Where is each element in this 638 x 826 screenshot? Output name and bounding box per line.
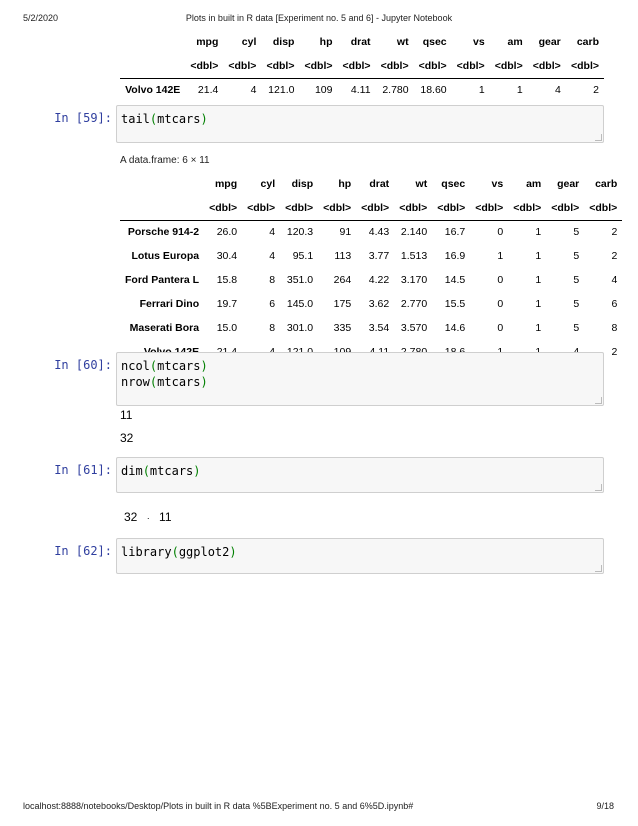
row-name: Maserati Bora xyxy=(129,322,200,334)
code-close-paren: ) xyxy=(200,375,208,389)
column-header: am xyxy=(526,178,542,190)
table-cell: 2 xyxy=(593,84,599,97)
column-type: <dbl> xyxy=(356,196,394,220)
dataframe-caption: A data.frame: 6 × 11 xyxy=(120,155,210,166)
code-open-paren: ( xyxy=(149,375,158,389)
table-cell: 15.8 xyxy=(216,274,238,286)
table-cell: 6 xyxy=(269,298,276,310)
table-cell: 91 xyxy=(339,226,352,239)
column-header: vs xyxy=(491,178,504,190)
column-header: cyl xyxy=(241,36,257,48)
table-header-row xyxy=(120,172,622,196)
cell-prompt-59: In [59]: xyxy=(54,111,112,125)
row-name: Porsche 914-2 xyxy=(127,226,200,239)
table-cell: 0 xyxy=(497,322,504,334)
table-cell: 5 xyxy=(573,322,580,334)
table-cell: 4 xyxy=(250,84,257,97)
column-header: qsec xyxy=(441,178,466,190)
column-header: wt xyxy=(396,36,409,48)
column-header: hp xyxy=(338,178,352,190)
row-name: Ferrari Dino xyxy=(139,298,200,310)
code-close-paren: ) xyxy=(200,112,208,126)
column-header: wt xyxy=(415,178,428,190)
row-name: Volvo 142E xyxy=(125,84,181,97)
table-cell: 3.170 xyxy=(400,274,428,286)
table-cell: 1 xyxy=(535,226,542,239)
code-line xyxy=(121,374,599,390)
column-header: disp xyxy=(272,36,295,48)
column-header: carb xyxy=(576,36,599,48)
table-cell: 3.54 xyxy=(368,322,390,334)
table-cell: 121.0 xyxy=(268,84,295,97)
table-cell: 15.5 xyxy=(444,298,466,310)
column-header: qsec xyxy=(422,36,447,48)
column-type: <dbl> xyxy=(185,54,223,78)
resize-grip-icon xyxy=(595,134,602,141)
list-item: 11 xyxy=(159,510,172,524)
code-open-paren: ( xyxy=(171,545,179,559)
column-type: <dbl> xyxy=(394,196,432,220)
column-header: gear xyxy=(557,178,580,190)
table-cell: 16.7 xyxy=(444,226,466,239)
print-page-number: 9/18 xyxy=(596,801,614,811)
table-cell: 1 xyxy=(497,250,504,262)
table-cell: 120.3 xyxy=(286,226,314,239)
column-type: <dbl> xyxy=(528,54,566,78)
table-cell: 14.6 xyxy=(444,322,466,334)
table-row xyxy=(120,316,622,340)
table-cell: 8 xyxy=(269,274,276,286)
print-url: localhost:8888/notebooks/Desktop/Plots in built in R data %5BExperiment no. 5 and 6%5D.ipynb# xyxy=(23,801,414,811)
code-open-paren: ( xyxy=(149,112,158,126)
table-cell: 4 xyxy=(611,274,618,286)
table-type-row xyxy=(120,54,604,78)
table-cell: 8 xyxy=(611,322,618,334)
table-cell: 4 xyxy=(269,226,276,239)
column-type: <dbl> xyxy=(204,196,242,220)
table-cell: 5 xyxy=(573,226,580,239)
column-type: <dbl> xyxy=(566,54,604,78)
column-type: <dbl> xyxy=(584,196,622,220)
table-cell: 0 xyxy=(497,274,504,286)
column-header: drat xyxy=(369,178,390,190)
column-header: cyl xyxy=(260,178,276,190)
table-cell: 30.4 xyxy=(216,250,238,262)
table-cell: 1 xyxy=(478,84,485,97)
code-argument: mtcars xyxy=(157,112,201,126)
table-row xyxy=(120,292,622,316)
table-cell: 3.77 xyxy=(368,250,390,262)
code-close-paren: ) xyxy=(200,359,208,373)
table-cell: 0 xyxy=(497,226,504,239)
prev-dataframe-table xyxy=(120,30,604,102)
print-date: 5/2/2020 xyxy=(23,13,59,23)
column-type: <dbl> xyxy=(452,54,490,78)
output-dim-list xyxy=(124,510,172,524)
table-cell: 21.4 xyxy=(197,84,219,97)
table-cell: 5 xyxy=(573,298,580,310)
table-cell: 2.770 xyxy=(400,298,428,310)
table-cell: 14.5 xyxy=(444,274,466,286)
row-name: Ford Pantera L xyxy=(125,274,200,286)
code-close-paren: ) xyxy=(229,545,237,559)
table-cell: 1.513 xyxy=(400,250,428,262)
column-type: <dbl> xyxy=(318,196,356,220)
table-cell: 1 xyxy=(535,298,542,310)
table-cell: 2.780 xyxy=(382,84,409,97)
table-cell: 5 xyxy=(573,274,580,286)
cell-prompt-60: In [60]: xyxy=(54,358,112,372)
code-open-paren: ( xyxy=(149,359,158,373)
column-type: <dbl> xyxy=(299,54,337,78)
table-cell: 6 xyxy=(611,298,618,310)
table-row xyxy=(120,244,622,268)
table-cell: 351.0 xyxy=(286,274,314,286)
column-header: disp xyxy=(291,178,314,190)
column-header: mpg xyxy=(214,178,238,190)
table-cell: 1 xyxy=(516,84,523,97)
column-type: <dbl> xyxy=(470,196,508,220)
list-separator: · xyxy=(146,513,150,523)
table-cell: 16.9 xyxy=(444,250,466,262)
column-header: gear xyxy=(538,36,561,48)
column-header: vs xyxy=(473,36,485,48)
code-function: nrow xyxy=(121,375,150,389)
code-argument: mtcars xyxy=(157,375,201,389)
column-header: hp xyxy=(319,36,333,48)
table-header-row xyxy=(120,30,604,54)
table-row xyxy=(120,220,622,244)
tail-dataframe-table xyxy=(120,172,622,364)
column-header: mpg xyxy=(196,36,219,48)
table-row xyxy=(120,78,604,102)
table-cell: 8 xyxy=(269,322,276,334)
column-type: <dbl> xyxy=(432,196,470,220)
list-item: 32 xyxy=(124,510,138,524)
table-row xyxy=(120,268,622,292)
column-type: <dbl> xyxy=(261,54,299,78)
column-type: <dbl> xyxy=(546,196,584,220)
code-open-paren: ( xyxy=(142,464,150,478)
table-cell: 26.0 xyxy=(216,226,238,239)
column-type: <dbl> xyxy=(414,54,452,78)
table-cell: 5 xyxy=(573,250,580,262)
table-cell: 4.43 xyxy=(368,226,390,239)
table-cell: 3.570 xyxy=(400,322,428,334)
table-cell: 4.11 xyxy=(350,84,371,97)
table-cell: 4 xyxy=(554,84,561,97)
table-cell: 95.1 xyxy=(292,250,314,262)
code-function: ncol xyxy=(121,359,150,373)
table-cell: 1 xyxy=(535,250,542,262)
output-ncol: 11 xyxy=(120,408,133,422)
code-argument: mtcars xyxy=(149,464,194,478)
column-type: <dbl> xyxy=(242,196,280,220)
code-close-paren: ) xyxy=(193,464,201,478)
column-type: <dbl> xyxy=(338,54,376,78)
resize-grip-icon xyxy=(595,484,602,491)
code-argument: mtcars xyxy=(157,359,201,373)
table-cell: 0 xyxy=(497,298,504,310)
resize-grip-icon xyxy=(595,397,602,404)
table-cell: 4 xyxy=(269,250,276,262)
table-cell: 264 xyxy=(333,274,352,286)
column-type: <dbl> xyxy=(490,54,528,78)
table-cell: 15.0 xyxy=(216,322,238,334)
column-header: carb xyxy=(595,178,618,190)
table-cell: 2 xyxy=(611,250,618,262)
table-cell: 2 xyxy=(611,226,618,239)
code-function: dim xyxy=(121,464,143,478)
column-header: am xyxy=(507,36,523,48)
table-cell: 113 xyxy=(334,250,352,262)
cell-prompt-61: In [61]: xyxy=(54,463,112,477)
table-cell: 1 xyxy=(535,274,542,286)
table-cell: 2 xyxy=(611,346,618,358)
resize-grip-icon xyxy=(595,565,602,572)
column-type: <dbl> xyxy=(223,54,261,78)
column-type: <dbl> xyxy=(508,196,546,220)
column-type: <dbl> xyxy=(376,54,414,78)
code-line xyxy=(121,358,599,374)
print-title: Plots in built in R data [Experiment no. 5 and 6] - Jupyter Notebook xyxy=(185,13,453,23)
code-function: library xyxy=(121,545,172,559)
output-nrow: 32 xyxy=(120,431,134,445)
column-type: <dbl> xyxy=(280,196,318,220)
table-cell: 1 xyxy=(535,322,542,334)
table-cell: 2.140 xyxy=(400,226,428,239)
code-cell-60[interactable] xyxy=(116,352,604,406)
code-cell-62[interactable] xyxy=(116,538,604,574)
table-cell: 109 xyxy=(314,84,333,97)
table-cell: 145.0 xyxy=(286,298,314,310)
table-cell: 3.62 xyxy=(368,298,390,310)
column-header: drat xyxy=(350,36,371,48)
row-name: Lotus Europa xyxy=(131,250,200,262)
table-cell: 18.60 xyxy=(420,84,447,97)
table-type-row xyxy=(120,196,622,220)
table-cell: 175 xyxy=(333,298,352,310)
table-cell: 335 xyxy=(333,322,352,334)
code-function: tail xyxy=(121,112,150,126)
table-cell: 19.7 xyxy=(216,298,238,310)
table-cell: 4.22 xyxy=(368,274,390,286)
code-cell-61[interactable] xyxy=(116,457,604,493)
code-argument: ggplot2 xyxy=(178,545,230,559)
code-cell-59[interactable] xyxy=(116,105,604,143)
cell-prompt-62: In [62]: xyxy=(54,544,112,558)
table-cell: 301.0 xyxy=(286,322,314,334)
